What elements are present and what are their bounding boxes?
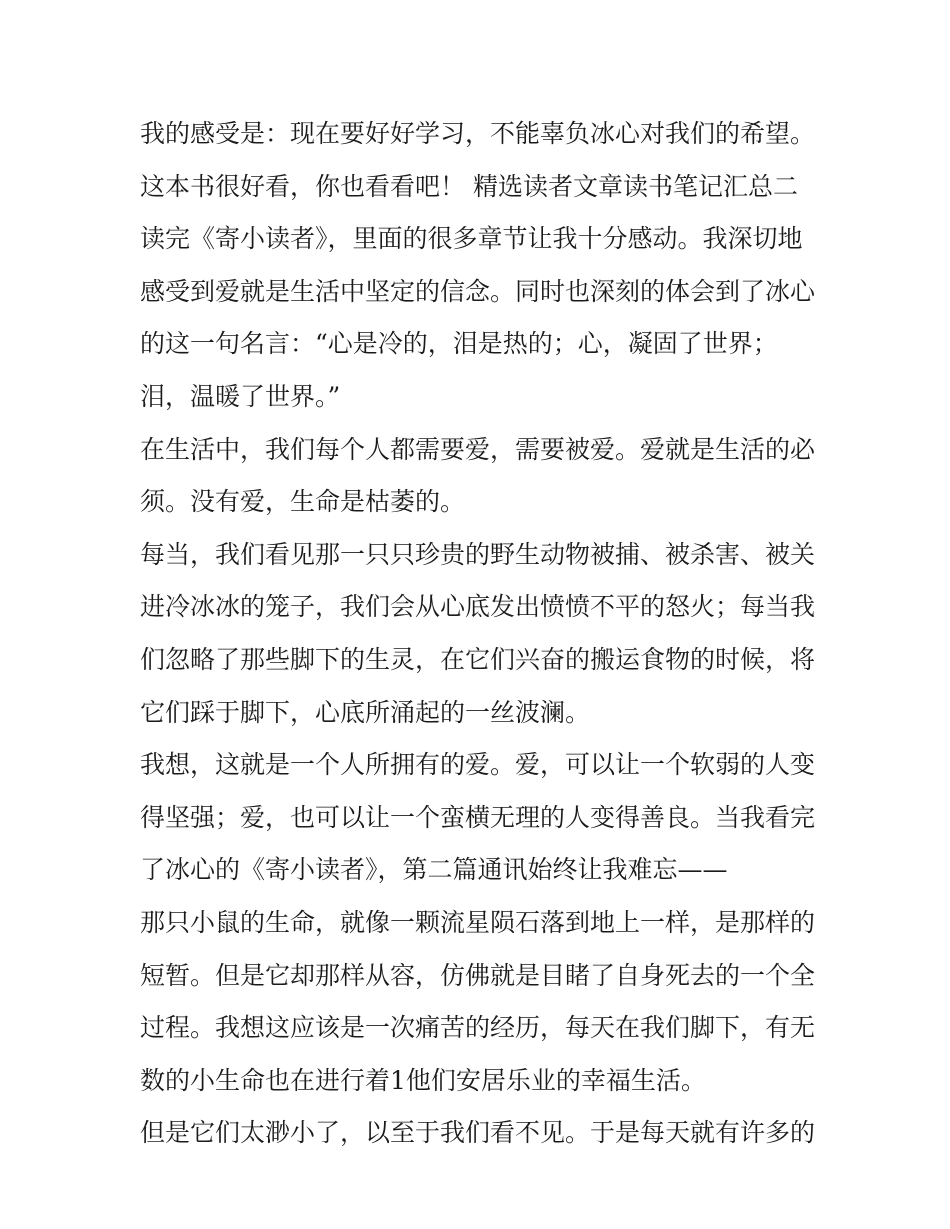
- text-line: 了冰心的《寄小读者》，第二篇通讯始终让我难忘——: [140, 855, 728, 885]
- body-text: [140, 108, 820, 1160]
- text-line: 每当，我们看见那一只只珍贵的野生动物被捕、被杀害、被关: [140, 539, 816, 569]
- text-line: 这本书很好看，你也看看吧！ 精选读者文章读书笔记汇总二: [140, 171, 798, 201]
- text-line: 那只小鼠的生命，就像一颗流星陨石落到地上一样，是那样的: [140, 907, 816, 937]
- text-line: 数的小生命也在进行着1他们安居乐业的幸福生活。: [140, 1065, 706, 1095]
- text-line: 短暂。但是它却那样从容，仿佛就是目睹了自身死去的一个全: [140, 960, 816, 990]
- text-line: 我想，这就是一个人所拥有的爱。爱，可以让一个软弱的人变: [140, 750, 816, 780]
- text-line: 须。没有爱，生命是枯萎的。: [140, 487, 466, 517]
- text-line: 我的感受是：现在要好好学习，不能辜负冰心对我们的希望。: [140, 119, 816, 148]
- text-line: 感受到爱就是生活中坚定的信念。同时也深刻的体会到了冰心: [140, 276, 816, 306]
- text-line: 的这一句名言：“心是冷的，泪是热的；心，凝固了世界；: [140, 329, 778, 359]
- text-line: 读完《寄小读者》，里面的很多章节让我十分感动。我深切地: [140, 224, 803, 254]
- text-line: 过程。我想这应该是一次痛苦的经历，每天在我们脚下，有无: [140, 1013, 816, 1043]
- text-line: 但是它们太渺小了，以至于我们看不见。于是每天就有许多的: [140, 1118, 816, 1148]
- text-line: 它们踩于脚下，心底所涌起的一丝波澜。: [140, 697, 591, 727]
- text-line: 们忽略了那些脚下的生灵，在它们兴奋的搬运食物的时候，将: [140, 644, 816, 674]
- text-line: 泪，温暖了世界。”: [140, 381, 341, 411]
- text-line: 在生活中，我们每个人都需要爱，需要被爱。爱就是生活的必: [140, 434, 816, 464]
- text-line: 得坚强；爱，也可以让一个蛮横无理的人变得善良。当我看完: [140, 802, 816, 832]
- text-line: 进冷冰冰的笼子，我们会从心底发出愤愤不平的怒火；每当我: [140, 592, 816, 622]
